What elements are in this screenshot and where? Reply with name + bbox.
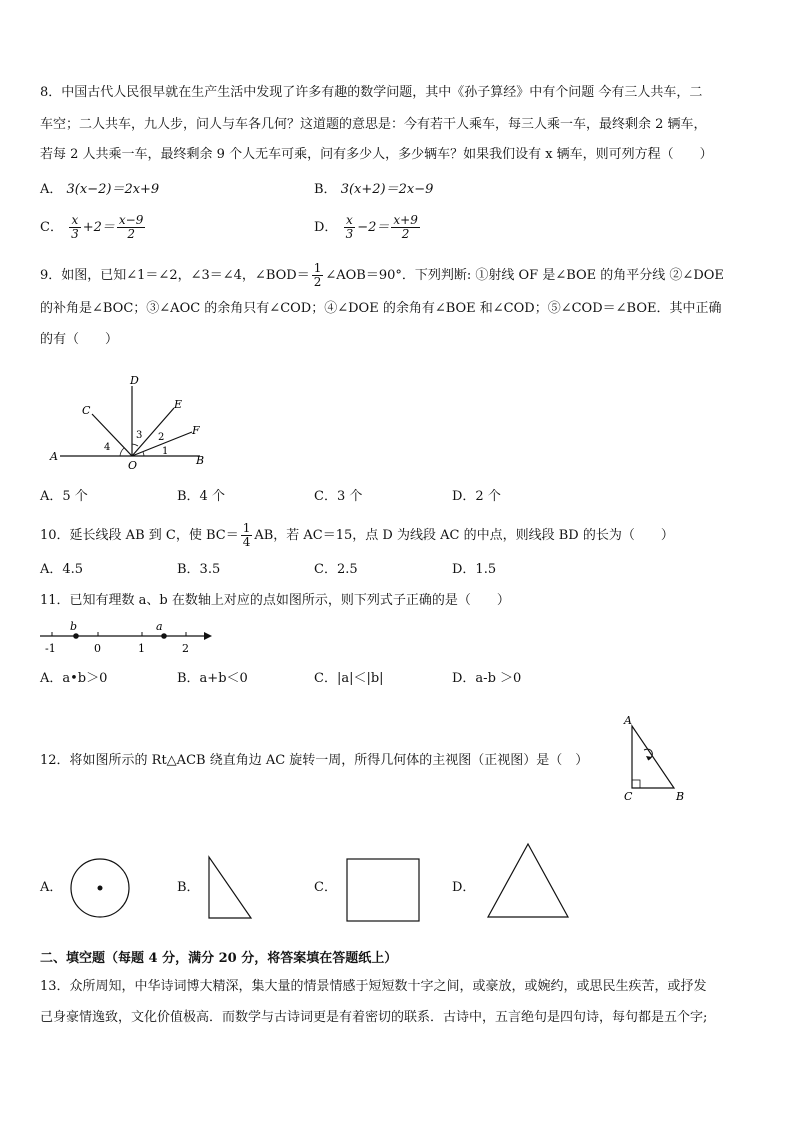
option-label: D． xyxy=(314,220,338,235)
fraction: $\frac{x}{3}$ xyxy=(345,213,354,241)
q10-line: 10．延长线段 AB 到 C，使 BC＝ $\frac{1}{4}$ AB，若 AC＝15，点 D 为线段 AC 的中点，则线段 BD 的长为（ ） xyxy=(40,521,674,549)
q9-option-a: A．5 个 xyxy=(40,489,88,504)
q12-option-b-label: B． xyxy=(177,880,200,895)
q10-option-d: D．1.5 xyxy=(452,562,497,577)
fraction: $\frac{1}{2}$ xyxy=(313,261,322,289)
option-a-circle xyxy=(68,856,132,920)
angle-1: 1 xyxy=(162,446,169,457)
q8-line-3: 若每 2 人共乘一车，最终剩余 9 个人无车可乘，问有多少人，多少辆车？如果我们设有 x 辆车，则可列方程（ ） xyxy=(40,147,713,162)
arrow-icon xyxy=(204,632,212,640)
fraction: $\frac{x+9}{2}$ xyxy=(393,213,418,241)
fraction: $\frac{x-9}{2}$ xyxy=(118,213,144,241)
q11-line: 11．已知有理数 a、b 在数轴上对应的点如图所示，则下列式子正确的是（ ） xyxy=(40,593,510,608)
q11-option-a: A．a•b＞0 xyxy=(40,671,108,686)
q8-line-1: 8．中国古代人民很早就在生产生活中发现了许多有趣的数学问题，其中《孙子算经》中有个问题 今有三人共车，二 xyxy=(40,85,703,100)
label-c: C xyxy=(82,404,91,417)
label-b: b xyxy=(70,620,78,633)
point-a xyxy=(161,633,167,639)
q10-option-c: C．2.5 xyxy=(314,562,358,577)
option-label: B． xyxy=(314,182,337,197)
point-b xyxy=(73,633,79,639)
option-expression: 3(x+2)＝2x−9 xyxy=(340,182,434,197)
q11-option-d: D．a-b ＞0 xyxy=(452,671,522,686)
label-e: E xyxy=(174,398,183,411)
q13-line-2: 己身豪情逸致，文化价值极高．而数学与古诗词更是有着密切的联系．古诗中，五言绝句是四句诗，每句都是五个字; xyxy=(40,1010,708,1025)
option-d-triangle xyxy=(486,842,570,920)
fraction: $\frac{1}{4}$ xyxy=(242,521,251,549)
number-line xyxy=(36,618,216,658)
q8-line-2: 车空；二人共车，九人步，问人与车各几何？这道题的意思是：今有若干人乘车，每三人乘一车，最终剩余 2 辆车， xyxy=(40,117,707,132)
option-label: A． xyxy=(40,182,63,197)
label-f: F xyxy=(192,424,200,437)
tick-label: 2 xyxy=(182,642,189,655)
angle-4: 4 xyxy=(104,442,111,453)
q9-option-c: C．3 个 xyxy=(314,489,363,504)
triangle-acb-figure xyxy=(618,712,698,804)
q8-option-b xyxy=(314,181,433,199)
option-label: C． xyxy=(40,220,63,235)
label-b: B xyxy=(676,790,685,803)
q12-option-c-label: C． xyxy=(314,880,337,895)
angle-figure xyxy=(40,372,220,472)
option-c-rectangle xyxy=(345,857,421,923)
q9-option-d: D．2 个 xyxy=(452,489,501,504)
q11-option-c: C．|a|＜|b| xyxy=(314,671,384,686)
angle-2: 2 xyxy=(158,432,165,443)
tick-label: -1 xyxy=(45,642,56,655)
fraction: $\frac{x}{3}$ xyxy=(71,213,79,241)
q11-option-b: B．a+b＜0 xyxy=(177,671,248,686)
q9-option-b: B．4 个 xyxy=(177,489,225,504)
q8-option-c: C． $\frac{x}{3}$ +2＝ $\frac{x-9}{2}$ xyxy=(40,213,144,241)
q8-option-d: D． $\frac{x}{3}$ −2＝ $\frac{x+9}{2}$ xyxy=(314,213,418,241)
label-c: C xyxy=(624,790,633,803)
option-b-triangle xyxy=(206,855,254,921)
q9-line-2: 的补角是∠BOC；③∠AOC 的余角只有∠COD；④∠DOE 的余角有∠BOE 和∠COD；⑤∠COD＝∠BOE．其中正确 xyxy=(40,301,722,316)
q8-option-a xyxy=(40,181,159,199)
q10-option-b: B．3.5 xyxy=(177,562,221,577)
option-expression: 3(x−2)＝2x+9 xyxy=(66,182,160,197)
ray-oc xyxy=(92,414,132,456)
label-a: A xyxy=(50,450,58,463)
tick-label: 1 xyxy=(138,642,145,655)
label-b: B xyxy=(196,454,205,467)
q13-line-1: 13．众所周知，中华诗词博大精深，集大量的情景情感于短短数十字之间，或豪放，或婉约，或思民生疾苦，或抒发 xyxy=(40,979,707,994)
q12-option-a-label: A． xyxy=(40,880,63,895)
angle-3: 3 xyxy=(136,430,143,441)
label-d: D xyxy=(130,374,139,387)
q12-option-d-label: D． xyxy=(452,880,476,895)
label-o: O xyxy=(128,459,138,472)
q12-line: 12．将如图所示的 Rt△ACB 绕直角边 AC 旋转一周，所得几何体的主视图（正视图）是（ ） xyxy=(40,753,589,768)
q9-line-1: 9．如图，已知∠1＝∠2，∠3＝∠4，∠BOD＝ $\frac{1}{2}$ ∠AOB＝90°．下列判断: ①射线 OF 是∠BOE 的角平分线 ②∠DOE xyxy=(40,261,724,289)
section-title: 二、填空题（每题 4 分，满分 20 分，将答案填在答题纸上） xyxy=(40,951,398,966)
q9-line-3: 的有（ ） xyxy=(40,332,119,347)
tick-label: 0 xyxy=(94,642,101,655)
right-angle-mark xyxy=(632,780,640,788)
q10-option-a: A．4.5 xyxy=(40,562,84,577)
label-a: A xyxy=(624,714,632,727)
label-a: a xyxy=(156,620,163,633)
